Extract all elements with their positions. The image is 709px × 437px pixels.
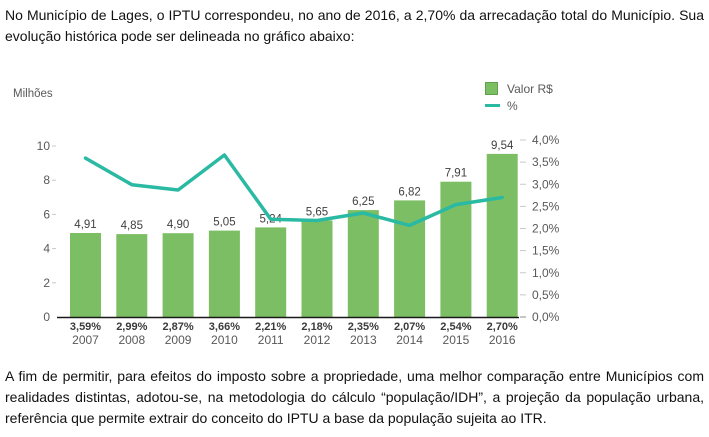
- iptu-evolution-chart: [0, 60, 709, 360]
- bar-value-label: 7,91: [444, 167, 468, 180]
- left-axis-tick-label: 0: [43, 310, 50, 324]
- right-axis-tick-label: 0,5%: [532, 287, 560, 302]
- right-axis-tick-label: 3,5%: [532, 155, 560, 170]
- bar-value-label: 6,25: [352, 196, 375, 209]
- bar-2016: [487, 154, 518, 317]
- x-axis-year-label: 2013: [349, 333, 377, 347]
- bar-value-label: 5,24: [259, 213, 282, 226]
- x-axis-percent-label: 3,59%: [69, 321, 102, 333]
- bar-value-label: 9,54: [491, 139, 514, 152]
- right-axis-tick-label: 1,5%: [532, 243, 560, 258]
- x-axis-percent-label: 2,70%: [486, 321, 518, 333]
- bar-2007: [70, 233, 101, 317]
- bar-value-label: 4,91: [74, 219, 97, 231]
- left-axis-tick-label: 8: [43, 173, 50, 188]
- x-axis-year-label: 2016: [488, 333, 516, 347]
- bar-2014: [394, 200, 425, 317]
- left-axis-title: Milhões: [13, 88, 53, 100]
- x-axis-year-label: 2014: [396, 333, 423, 347]
- x-axis-percent-label: 2,07%: [393, 321, 426, 333]
- bar-2012: [302, 220, 333, 317]
- bar-value-label: 4,90: [166, 219, 190, 232]
- x-axis-percent-label: 2,99%: [116, 321, 148, 333]
- plot-area: [0, 60, 709, 360]
- x-axis-year-label: 2007: [72, 333, 99, 347]
- left-axis-tick-label: 4: [43, 241, 50, 256]
- right-axis-tick-label: 4,0%: [532, 133, 560, 147]
- left-axis-tick-label: 10: [36, 139, 50, 153]
- left-axis-tick-label: 2: [43, 275, 50, 290]
- x-axis-percent-label: 2,54%: [440, 321, 472, 333]
- bar-2010: [209, 231, 240, 317]
- x-axis-year-label: 2012: [303, 333, 331, 347]
- legend-label-valor: Valor R$: [507, 81, 553, 96]
- bar-2013: [348, 210, 379, 317]
- bar-value-label: 6,82: [398, 186, 421, 199]
- footer-paragraph: A fim de permitir, para efeitos do imposto sobre a propriedade, uma melhor comparação entre Municípios com realidades distintas, adotou-se, na metodologia do cálculo “população/IDH”, a projeção da população urbana, referência que permite extrair do conceito do IPTU a base da população sujeita ao ITR.: [5, 368, 704, 426]
- bar-value-label: 5,05: [213, 216, 236, 229]
- x-axis-percent-label: 3,66%: [208, 321, 241, 333]
- x-axis-percent-label: 2,18%: [301, 321, 333, 333]
- x-axis-percent-label: 2,87%: [162, 321, 194, 333]
- intro-paragraph: No Município de Lages, o IPTU correspondeu, no ano de 2016, a 2,70% da arrecadação total do Município. Sua evolução histórica pode ser delineada no gráfico abaixo:: [5, 7, 704, 44]
- x-axis-year-label: 2015: [442, 333, 470, 347]
- x-axis-year-label: 2010: [211, 333, 238, 347]
- x-axis-year-label: 2008: [118, 333, 146, 347]
- bar-value-label: 5,65: [305, 206, 329, 219]
- right-axis-tick-label: 2,5%: [532, 199, 560, 214]
- bar-2011: [255, 227, 286, 317]
- right-axis-tick-label: 0,0%: [532, 310, 560, 324]
- legend-label-percent: %: [507, 98, 518, 113]
- percent-line-series: [86, 155, 503, 225]
- bar-2008: [116, 234, 147, 317]
- right-axis-tick-label: 2,0%: [532, 221, 560, 236]
- x-axis-percent-label: 2,21%: [255, 321, 287, 333]
- left-axis-tick-label: 6: [43, 207, 50, 222]
- x-axis-year-label: 2009: [164, 333, 192, 347]
- bar-2009: [163, 233, 194, 317]
- x-axis-percent-label: 2,35%: [347, 321, 379, 333]
- bar-value-label: 4,85: [120, 220, 143, 233]
- x-axis-year-label: 2011: [257, 333, 284, 347]
- right-axis-tick-label: 1,0%: [532, 265, 560, 280]
- right-axis-tick-label: 3,0%: [532, 177, 560, 192]
